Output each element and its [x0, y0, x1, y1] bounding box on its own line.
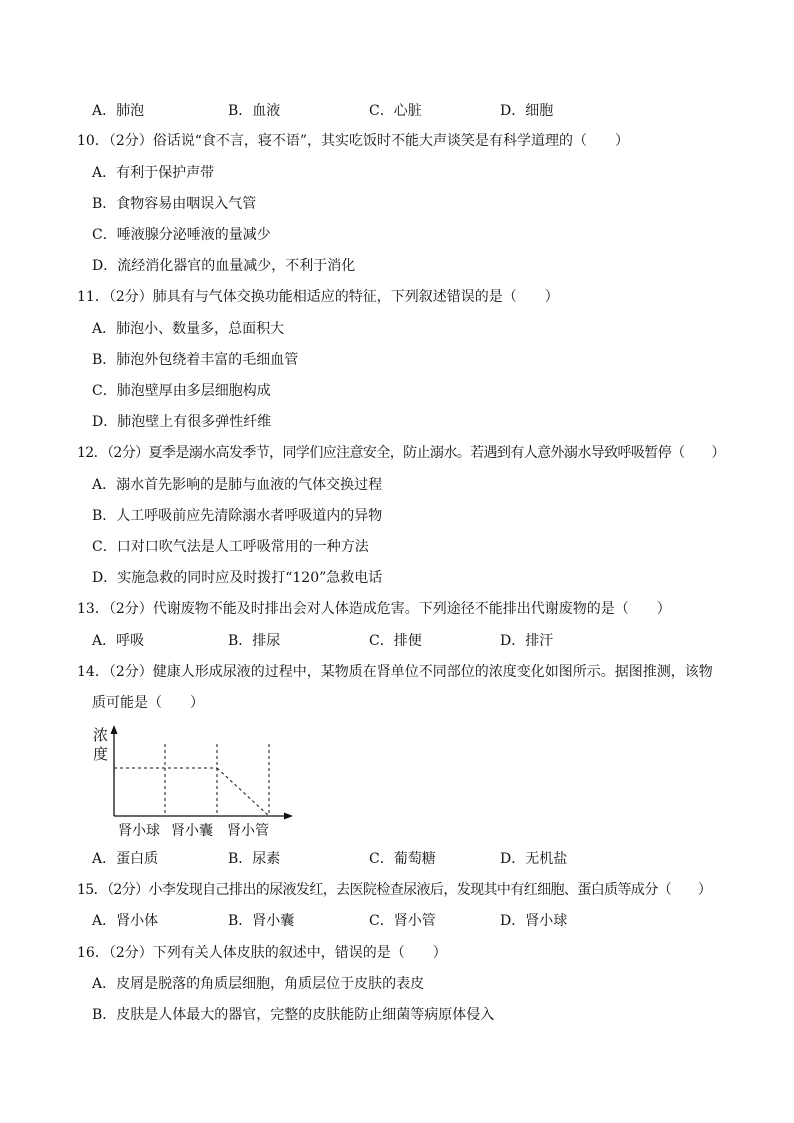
q13-option-c: C．排便: [369, 633, 422, 649]
q12-option-a: A．溺水首先影响的是肺与血液的气体交换过程: [92, 477, 383, 493]
q12-option-b: B．人工呼吸前应先清除溺水者呼吸道内的异物: [92, 508, 383, 524]
q9-option-a: A．肺泡: [92, 103, 145, 119]
q16-option-b: B．皮肤是人体最大的器官，完整的皮肤能防止细菌等病原体侵入: [92, 1007, 495, 1023]
q11-option-a: A．肺泡小、数量多，总面积大: [92, 321, 285, 337]
q13-option-a: A．呼吸: [92, 633, 145, 649]
q11-option-c: C．肺泡壁厚由多层细胞构成: [92, 383, 271, 399]
concentration-chart: [88, 722, 308, 840]
q14-option-d: D．无机盐: [500, 851, 568, 867]
q9-option-d: D．细胞: [500, 103, 554, 119]
q14-option-c: C．葡萄糖: [369, 851, 436, 867]
chart-series-decline: [217, 768, 269, 816]
q9-option-c: C．心脏: [369, 103, 422, 119]
q13-option-d: D．排汗: [500, 633, 554, 649]
chart-category-3: 肾小管: [227, 823, 269, 839]
q10-option-d: D．流经消化器官的血量减少，不利于消化: [92, 258, 356, 274]
chart-category-1: 肾小球: [118, 823, 160, 839]
q14-stem-line1: 14．（2分）健康人形成尿液的过程中，某物质在肾单位不同部位的浓度变化如图所示。据图推测，该物: [77, 664, 713, 680]
q14-stem-line2: 质可能是（ ）: [92, 695, 204, 711]
q12-stem: 12．（2分）夏季是溺水高发季节，同学们应注意安全，防止溺水。若遇到有人意外溺水导致呼吸暂停（ ）: [77, 445, 725, 461]
q15-option-a: A．肾小体: [92, 913, 159, 929]
q15-option-b: B．肾小囊: [228, 913, 295, 929]
q15-stem: 15．（2分）小李发现自己排出的尿液发红，去医院检查尿液后，发现其中有红细胞、蛋白质等成分（ ）: [77, 882, 712, 898]
q11-option-b: B．肺泡外包绕着丰富的毛细血管: [92, 352, 299, 368]
q16-stem: 16．（2分）下列有关人体皮肤的叙述中，错误的是（ ）: [77, 945, 447, 961]
q10-stem: 10．（2分）俗话说“食不言，寝不语”，其实吃饭时不能大声谈笑是有科学道理的（ ）: [77, 133, 630, 149]
q12-option-d: D．实施急救的同时应及时拨打“120”急救电话: [92, 570, 383, 586]
q15-option-c: C．肾小管: [369, 913, 436, 929]
q13-stem: 13．（2分）代谢废物不能及时排出会对人体造成危害。下列途径不能排出代谢废物的是（ ）: [77, 601, 671, 617]
chart-x-axis-arrow: [284, 813, 293, 820]
q10-option-b: B．食物容易由咽误入气管: [92, 196, 257, 212]
q16-option-a: A．皮屑是脱落的角质层细胞，角质层位于皮肤的表皮: [92, 976, 425, 992]
q13-option-b: B．排尿: [228, 633, 281, 649]
q15-option-d: D．肾小球: [500, 913, 568, 929]
q14-option-b: B．尿素: [228, 851, 281, 867]
chart-y-axis-arrow: [111, 725, 118, 734]
q11-option-d: D．肺泡壁上有很多弹性纤维: [92, 414, 272, 430]
q10-option-c: C．唾液腺分泌唾液的量减少: [92, 227, 271, 243]
chart-category-2: 肾小囊: [171, 823, 213, 839]
chart-ylabel-2: 度: [93, 745, 109, 763]
chart-ylabel-1: 浓: [93, 726, 109, 744]
q10-option-a: A．有利于保护声带: [92, 165, 215, 181]
q11-stem: 11．（2分）肺具有与气体交换功能相适应的特征，下列叙述错误的是（ ）: [77, 289, 559, 305]
q9-option-b: B．血液: [228, 103, 281, 119]
q12-option-c: C．口对口吹气法是人工呼吸常用的一种方法: [92, 539, 369, 555]
q14-option-a: A．蛋白质: [92, 851, 159, 867]
